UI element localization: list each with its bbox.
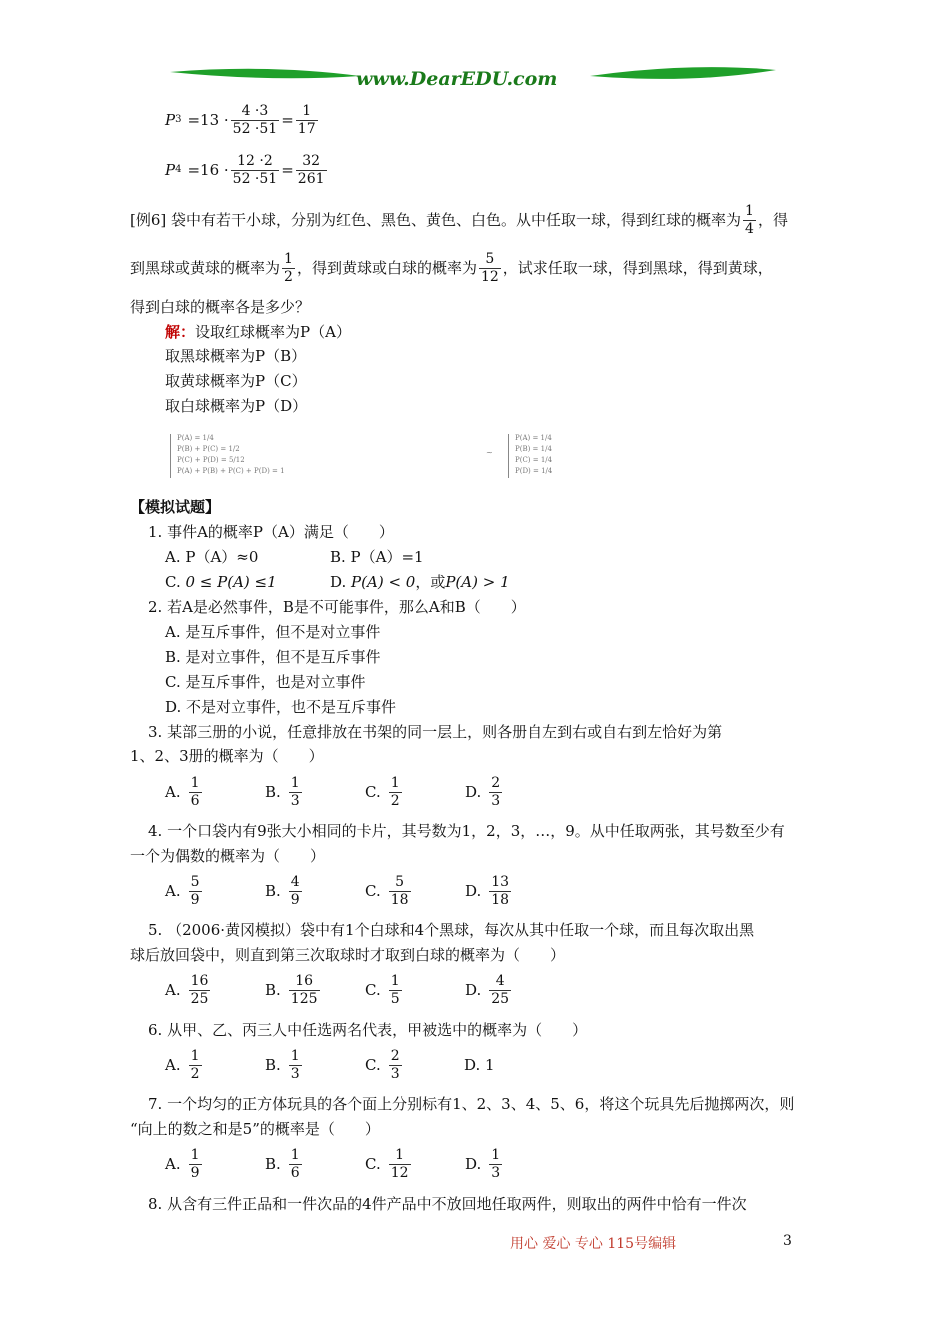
fraction-denominator: 2 bbox=[190, 1065, 200, 1082]
section-title: 【模拟试题】 bbox=[130, 498, 221, 516]
option-fraction bbox=[289, 1048, 302, 1083]
q1-option-d: D. P(A) < 0，或P(A) > 1 bbox=[330, 573, 510, 591]
option-fraction bbox=[489, 775, 502, 810]
arrow-symbol: ~ bbox=[486, 448, 493, 457]
q5-option-d bbox=[465, 970, 513, 1010]
example6-line2: 到黑球或黄球的概率为 $\frac{1}{2}$ ，得到黄球或白球的概率为 $\frac{5}{12}$ ，试求任取一球，得到黑球，得到黄球， bbox=[130, 250, 773, 285]
option-label: A. bbox=[165, 882, 181, 900]
equation-system-right bbox=[508, 434, 615, 478]
option-fraction bbox=[289, 1147, 302, 1182]
fraction-numerator: 1 bbox=[290, 1146, 300, 1163]
solution-line4: 取白球概率为P（D） bbox=[165, 397, 308, 415]
fraction-denominator: 9 bbox=[290, 891, 300, 908]
q5-option-c bbox=[365, 970, 404, 1010]
option-fraction bbox=[489, 874, 511, 909]
option-label: C. bbox=[365, 882, 381, 900]
fraction-denominator: 12 bbox=[390, 1164, 409, 1181]
fraction-numerator: 1 bbox=[390, 774, 400, 791]
sys-right-row: P(B) = 1/4 bbox=[515, 445, 552, 453]
fraction-denominator: 9 bbox=[190, 891, 200, 908]
fraction-numerator: 13 bbox=[491, 873, 510, 890]
q4-option-b bbox=[265, 871, 304, 911]
option-fraction bbox=[189, 1048, 202, 1083]
sys-left-row: P(A) = 1/4 bbox=[177, 434, 214, 442]
q6-option-b bbox=[265, 1045, 304, 1085]
option-fraction bbox=[189, 1147, 202, 1182]
option-fraction bbox=[389, 874, 411, 909]
q7-option-c bbox=[365, 1144, 413, 1184]
fraction-numerator: 2 bbox=[390, 1047, 400, 1064]
sys-left-row: P(C) + P(D) = 5/12 bbox=[177, 456, 245, 464]
formula-p3: P 3 =13 · $\frac{4 \cdot 3}{52 \cdot 51}$ = $\frac{1}{17}$ bbox=[165, 102, 316, 137]
solution-line1: 解：设取红球概率为P（A） bbox=[165, 323, 351, 341]
option-label: C. bbox=[365, 981, 381, 999]
option-label: B. bbox=[265, 981, 281, 999]
q3-stem-line2: 1、2、3册的概率为（ ） bbox=[130, 747, 324, 765]
q3-option-b bbox=[265, 772, 304, 812]
q1-option-a: A. P（A）≈0 bbox=[165, 548, 259, 566]
option-fraction bbox=[189, 973, 211, 1008]
right-swoosh bbox=[590, 67, 776, 79]
q7-stem-line1: 7. 一个均匀的正方体玩具的各个面上分别标有1、2、3、4、5、6，将这个玩具先后抛掷两次，则 bbox=[148, 1095, 795, 1113]
q5-stem-line2: 球后放回袋中，则直到第三次取球时才取到白球的概率为（ ） bbox=[130, 946, 566, 964]
q2-stem: 2. 若A是必然事件，B是不可能事件，那么A和B（ ） bbox=[148, 598, 526, 616]
option-label: A. bbox=[165, 783, 181, 801]
q3-options bbox=[165, 772, 805, 812]
q3-option-a bbox=[165, 772, 204, 812]
fraction-numerator: 1 bbox=[491, 1146, 501, 1163]
option-fraction bbox=[489, 1147, 502, 1182]
q1-option-c: C. 0 ≤ P(A) ≤1 bbox=[165, 573, 277, 591]
sys-left-row: P(B) + P(C) = 1/2 bbox=[177, 445, 240, 453]
fraction-denominator: 3 bbox=[290, 1065, 300, 1082]
option-fraction bbox=[389, 1147, 411, 1182]
equation-system-left bbox=[170, 434, 477, 478]
option-fraction bbox=[189, 775, 202, 810]
q6-option-c bbox=[365, 1045, 404, 1085]
q7-option-d bbox=[465, 1144, 504, 1184]
option-label: B. bbox=[265, 783, 281, 801]
formula-p4: P 4 =16 · $\frac{12 \cdot 2}{52 \cdot 51}$ = $\frac{32}{261}$ bbox=[165, 152, 325, 187]
q7-option-b bbox=[265, 1144, 304, 1184]
q2-option-b: B. 是对立事件，但不是互斥事件 bbox=[165, 648, 381, 666]
fraction-numerator: 2 bbox=[491, 774, 501, 791]
q8-stem-line1: 8. 从含有三件正品和一件次品的4件产品中不放回地任取两件，则取出的两件中恰有一件次 bbox=[148, 1195, 747, 1213]
fraction-denominator: 3 bbox=[390, 1065, 400, 1082]
fraction-numerator: 16 bbox=[190, 972, 209, 989]
fraction-denominator: 9 bbox=[190, 1164, 200, 1181]
option-fraction bbox=[389, 775, 402, 810]
q5-option-b bbox=[265, 970, 322, 1010]
fraction-denominator: 2 bbox=[390, 792, 400, 809]
fraction-denominator: 125 bbox=[290, 990, 318, 1007]
q3-option-d bbox=[465, 772, 504, 812]
fraction-denominator: 18 bbox=[491, 891, 510, 908]
q1-stem: 1. 事件A的概率P（A）满足（ ） bbox=[148, 523, 394, 541]
sys-right-row: P(C) = 1/4 bbox=[515, 456, 553, 464]
fraction-denominator: 6 bbox=[290, 1164, 300, 1181]
fraction-numerator: 16 bbox=[295, 972, 314, 989]
solution-line2: 取黑球概率为P（B） bbox=[165, 347, 307, 365]
fraction-denominator: 5 bbox=[390, 990, 400, 1007]
example6-line1: [例6] 袋中有若干小球，分别为红色、黑色、黄色、白色。从中任取一球，得到红球的概率为 $\frac{1}{4}$ ，得 bbox=[130, 202, 788, 237]
fraction-numerator: 1 bbox=[190, 774, 200, 791]
site-logo: www.DearEDU.com bbox=[356, 68, 558, 90]
q4-option-a bbox=[165, 871, 204, 911]
q7-option-a bbox=[165, 1144, 204, 1184]
option-fraction bbox=[289, 973, 320, 1008]
option-label: B. bbox=[265, 882, 281, 900]
fraction-numerator: 5 bbox=[190, 873, 200, 890]
option-label: B. bbox=[265, 1155, 281, 1173]
footer-slogan: 用心 爱心 专心 115号编辑 bbox=[510, 1236, 677, 1252]
fraction-numerator: 1 bbox=[190, 1047, 200, 1064]
q4-option-c bbox=[365, 871, 413, 911]
option-label: C. bbox=[365, 1155, 381, 1173]
q2-option-d: D. 不是对立事件，也不是互斥事件 bbox=[165, 698, 397, 716]
sys-right-row: P(A) = 1/4 bbox=[515, 434, 552, 442]
q6-stem: 6. 从甲、乙、丙三人中任选两名代表，甲被选中的概率为（ ） bbox=[148, 1021, 588, 1039]
option-label: A. bbox=[165, 981, 181, 999]
fraction-denominator: 3 bbox=[491, 792, 501, 809]
fraction-denominator: 25 bbox=[190, 990, 209, 1007]
option-fraction bbox=[389, 973, 402, 1008]
q7-options bbox=[165, 1144, 805, 1184]
fraction-denominator: 25 bbox=[491, 990, 510, 1007]
q7-stem-line2: “向上的数之和是5”的概率是（ ） bbox=[130, 1120, 380, 1138]
q2-option-c: C. 是互斥事件，也是对立事件 bbox=[165, 673, 366, 691]
fraction-denominator: 18 bbox=[390, 891, 409, 908]
fraction-denominator: 3 bbox=[290, 792, 300, 809]
fraction-numerator: 1 bbox=[395, 1146, 405, 1163]
option-label: D. bbox=[465, 981, 482, 999]
fraction-numerator: 4 bbox=[495, 972, 505, 989]
q5-stem-line1: 5. （2006·黄冈模拟）袋中有1个白球和4个黑球，每次从其中任取一个球，而且每次取出黑 bbox=[148, 921, 755, 939]
option-label: D. bbox=[465, 783, 482, 801]
example6-line3: 得到白球的概率各是多少？ bbox=[130, 298, 311, 316]
option-label: A. bbox=[165, 1155, 181, 1173]
option-fraction bbox=[289, 775, 302, 810]
q5-options bbox=[165, 970, 805, 1010]
option-fraction bbox=[189, 874, 202, 909]
fraction-denominator: 6 bbox=[190, 792, 200, 809]
sys-left-row: P(A) + P(B) + P(C) + P(D) = 1 bbox=[177, 467, 285, 475]
option-label: A. bbox=[165, 1056, 181, 1074]
q6-option-d: D. 1 bbox=[464, 1056, 495, 1074]
q3-stem-line1: 3. 某部三册的小说，任意排放在书架的同一层上，则各册自左到右或自右到左恰好为第 bbox=[148, 723, 723, 741]
solution-line3: 取黄球概率为P（C） bbox=[165, 372, 307, 390]
q4-stem-line1: 4. 一个口袋内有9张大小相同的卡片，其号数为1，2，3，…，9。从中任取两张，其号数至少有 bbox=[148, 822, 785, 840]
solution-label: 解： bbox=[165, 323, 196, 341]
fraction-numerator: 1 bbox=[290, 774, 300, 791]
option-label: B. bbox=[265, 1056, 281, 1074]
q2-option-a: A. 是互斥事件，但不是对立事件 bbox=[165, 623, 381, 641]
option-label: D. bbox=[465, 882, 482, 900]
option-label: C. bbox=[365, 1056, 381, 1074]
q4-stem-line2: 一个为偶数的概率为（ ） bbox=[130, 847, 326, 865]
q1-option-b: B. P（A）=1 bbox=[330, 548, 424, 566]
fraction-numerator: 5 bbox=[395, 873, 405, 890]
option-label: C. bbox=[365, 783, 381, 801]
fraction-numerator: 1 bbox=[390, 972, 400, 989]
q4-option-d bbox=[465, 871, 513, 911]
fraction-numerator: 1 bbox=[190, 1146, 200, 1163]
q4-options bbox=[165, 871, 805, 911]
page-number: 3 bbox=[783, 1233, 792, 1249]
fraction-numerator: 4 bbox=[290, 873, 300, 890]
option-fraction bbox=[289, 874, 302, 909]
fraction-denominator: 3 bbox=[491, 1164, 501, 1181]
option-fraction bbox=[389, 1048, 402, 1083]
option-fraction bbox=[489, 973, 511, 1008]
option-label: D. bbox=[465, 1155, 482, 1173]
q3-option-c bbox=[365, 772, 404, 812]
sys-right-row: P(D) = 1/4 bbox=[515, 467, 553, 475]
left-swoosh bbox=[170, 69, 360, 78]
fraction-numerator: 1 bbox=[290, 1047, 300, 1064]
q5-option-a bbox=[165, 970, 212, 1010]
q6-option-a bbox=[165, 1045, 204, 1085]
